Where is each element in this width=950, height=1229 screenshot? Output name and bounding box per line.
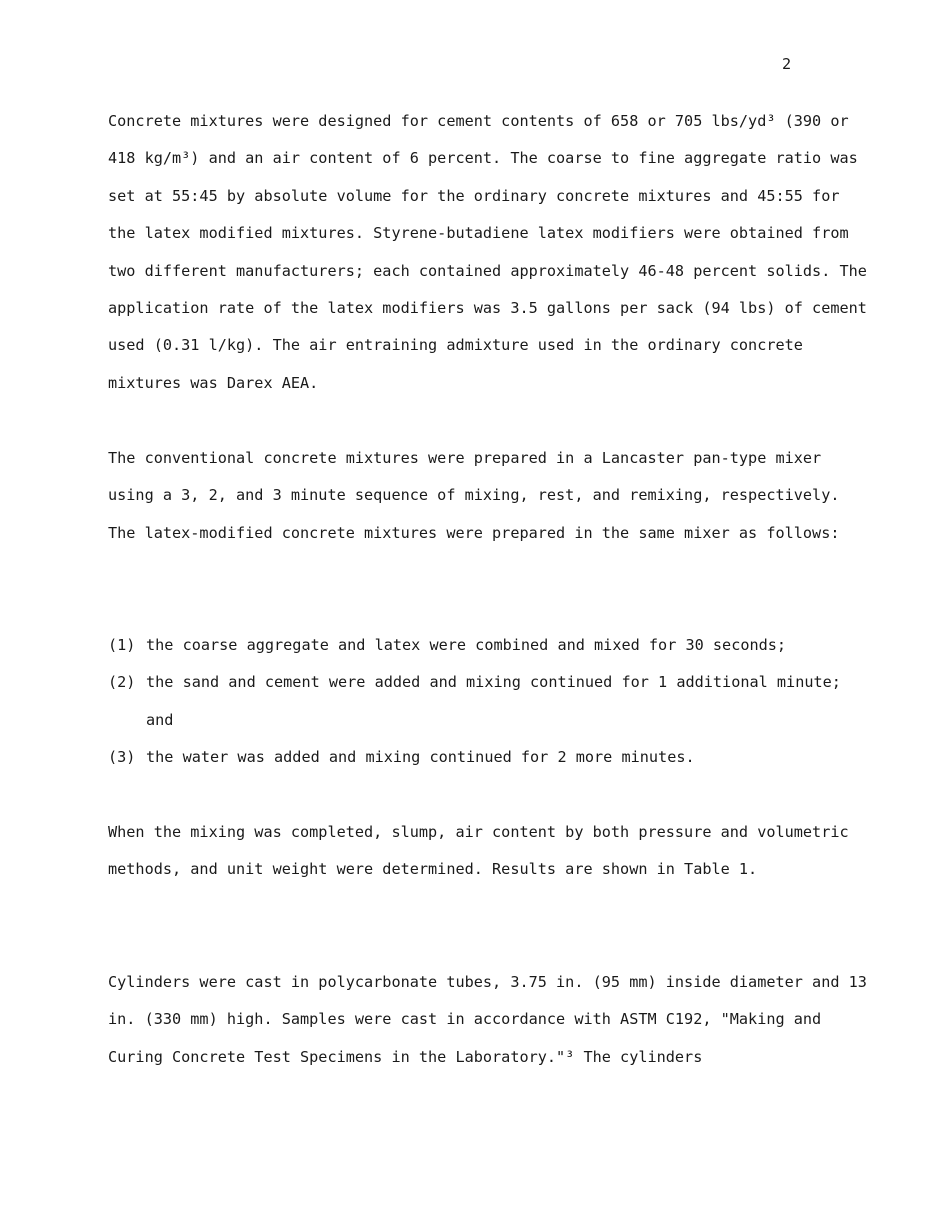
page-number: 2	[782, 55, 792, 73]
step-number: (3)	[108, 748, 136, 767]
paragraph-mixture-design: Concrete mixtures were designed for cement contents of 658 or 705 lbs/yd³ (390 or 418 kg/m³) and an air content of 6 percent. The coarse to fine aggregate ratio was set at 55:45 by absolute volume for the ordinary concrete mixtures and 45:55 for the latex modified mixtures. Styrene-butadiene latex modifiers were obtained from two different manufacturers; each contained approximately 46-48 percent solids. The application rate of the latex modifiers was 3.5 gallons per sack (94 lbs) of cement used (0.31 l/kg). The air entraining admixture used in the ordinary concrete mixtures was Darex AEA.	[108, 112, 867, 392]
list-item	[108, 664, 868, 739]
list-item	[108, 739, 868, 776]
paragraph-test-results: When the mixing was completed, slump, air content by both pressure and volumetric methods, and unit weight were determined. Results are shown in Table 1.	[108, 823, 849, 879]
mixing-steps-list	[108, 627, 868, 777]
paragraph-cylinder-casting: Cylinders were cast in polycarbonate tubes, 3.75 in. (95 mm) inside diameter and 13 in. (330 mm) high. Samples were cast in accordance with ASTM C192, "Making and Curing Concrete Test Specimens in the Laboratory."³ The cylinders	[108, 973, 867, 1066]
step-number: (2)	[108, 673, 136, 692]
step-text: the water was added and mixing continued for 2 more minutes.	[146, 748, 695, 767]
step-number: (1)	[108, 636, 136, 654]
step-text: the sand and cement were added and mixing continued for 1 additional minute; and	[146, 673, 841, 729]
list-item	[108, 627, 868, 664]
paragraph-mixing-procedure: The conventional concrete mixtures were prepared in a Lancaster pan-type mixer using a 3, 2, and 3 minute sequence of mixing, rest, and remixing, respectively. The latex-modified concrete mixtures were prepared in the same mixer as follows:	[108, 449, 840, 542]
step-text: the coarse aggregate and latex were combined and mixed for 30 seconds;	[146, 636, 787, 654]
